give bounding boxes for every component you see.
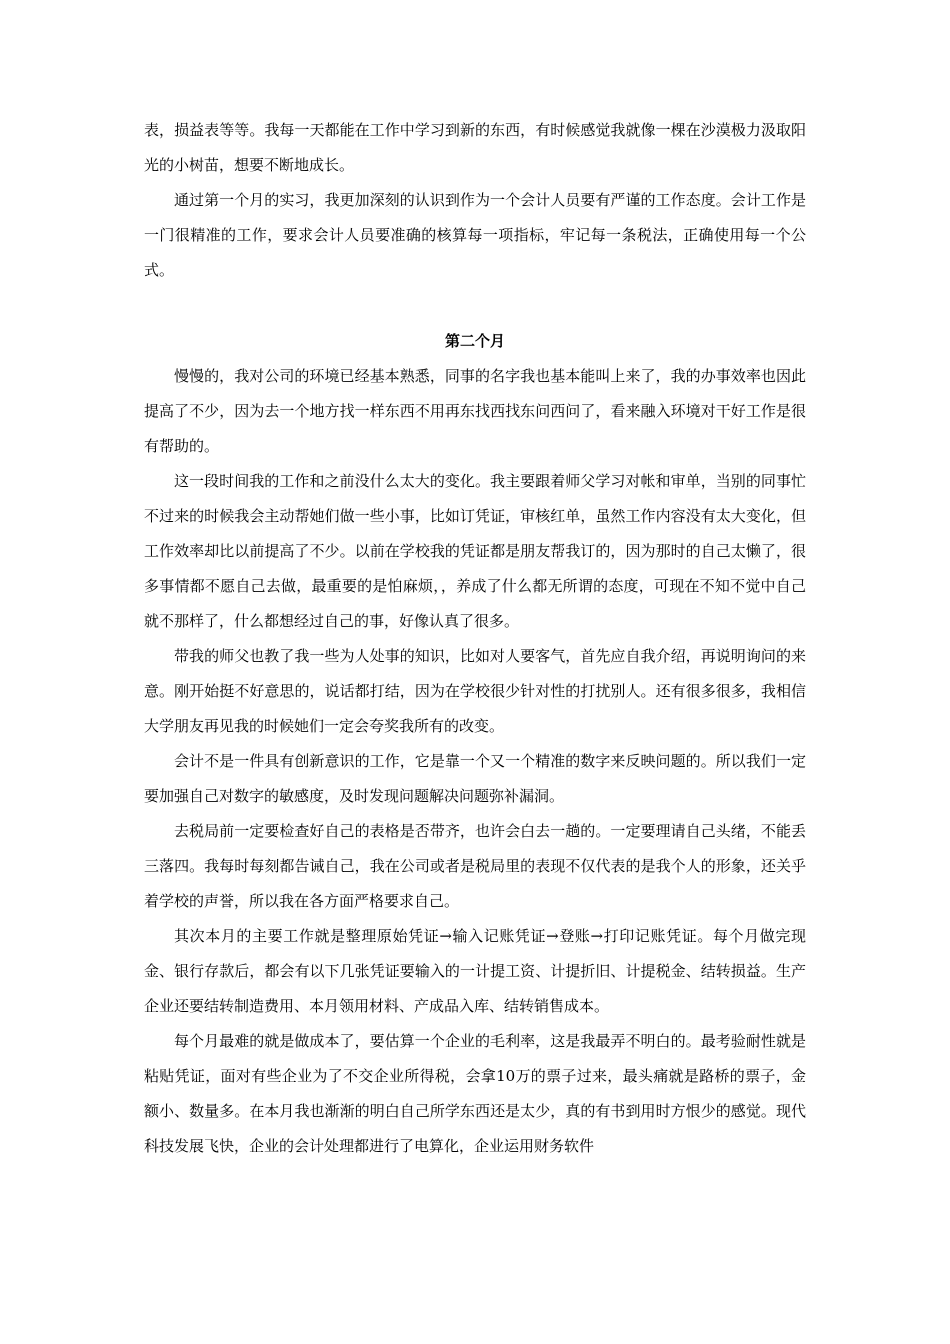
paragraph: 慢慢的，我对公司的环境已经基本熟悉，同事的名字我也基本能叫上来了，我的办事效率也因此提高了不少，因为去一个地方找一样东西不用再东找西找东问西问了，看来融入环境对干好工作是很有帮助的。 — [144, 367, 806, 455]
paragraph: 这一段时间我的工作和之前没什么太大的变化。我主要跟着师父学习对帐和审单，当别的同事忙不过来的时候我会主动帮她们做一些小事，比如订凭证，审核红单，虽然工作内容没有太大变化，但工作效率却比以前提高了不少。以前在学校我的凭证都是朋友帮我订的，因为那时的自己太懒了，很多事情都不愿自己去做，最重要的是怕麻烦，，养成了什么都无所谓的态度，可现在不知不觉中自己就不那样了，什么都想经过自己的事，好像认真了很多。 — [144, 472, 806, 630]
paragraph-continued: 表，损益表等等。我每一天都能在工作中学习到新的东西，有时候感觉我就像一棵在沙漠极力汲取阳光的小树苗，想要不断地成长。 — [144, 121, 806, 174]
document-body — [144, 113, 806, 1164]
paragraph: 每个月最难的就是做成本了，要估算一个企业的毛利率，这是我最弄不明白的。最考验耐性就是粘贴凭证，面对有些企业为了不交企业所得税，会拿10万的票子过来，最头痛就是路桥的票子，金额小、数量多。在本月我也渐渐的明白自己所学东西还是太少，真的有书到用时方恨少的感觉。现代科技发展飞快，企业的会计处理都进行了电算化，企业运用财务软件 — [144, 1032, 806, 1155]
paragraph: 通过第一个月的实习，我更加深刻的认识到作为一个会计人员要有严谨的工作态度。会计工作是一门很精准的工作，要求会计人员要准确的核算每一项指标，牢记每一条税法，正确使用每一个公式。 — [144, 191, 806, 279]
paragraph: 带我的师父也教了我一些为人处事的知识，比如对人要客气，首先应自我介绍，再说明询问的来意。刚开始挺不好意思的，说话都打结，因为在学校很少针对性的打扰别人。还有很多很多，我相信大学朋友再见我的时候她们一定会夸奖我所有的改变。 — [144, 647, 806, 735]
paragraph: 会计不是一件具有创新意识的工作，它是靠一个又一个精准的数字来反映问题的。所以我们一定要加强自己对数字的敏感度，及时发现问题解决问题弥补漏洞。 — [144, 752, 806, 805]
paragraph: 其次本月的主要工作就是整理原始凭证→输入记账凭证→登账→打印记账凭证。每个月做完现金、银行存款后，都会有以下几张凭证要输入的一计提工资、计提折旧、计提税金、结转损益。生产企业还要结转制造费用、本月领用材料、产成品入库、结转销售成本。 — [144, 927, 806, 1015]
section-heading: 第二个月 — [444, 332, 505, 350]
paragraph: 去税局前一定要检查好自己的表格是否带齐，也许会白去一趟的。一定要理请自己头绪，不能丢三落四。我每时每刻都告诫自己，我在公司或者是税局里的表现不仅代表的是我个人的形象，还关乎着学校的声誉，所以我在各方面严格要求自己。 — [144, 822, 806, 910]
